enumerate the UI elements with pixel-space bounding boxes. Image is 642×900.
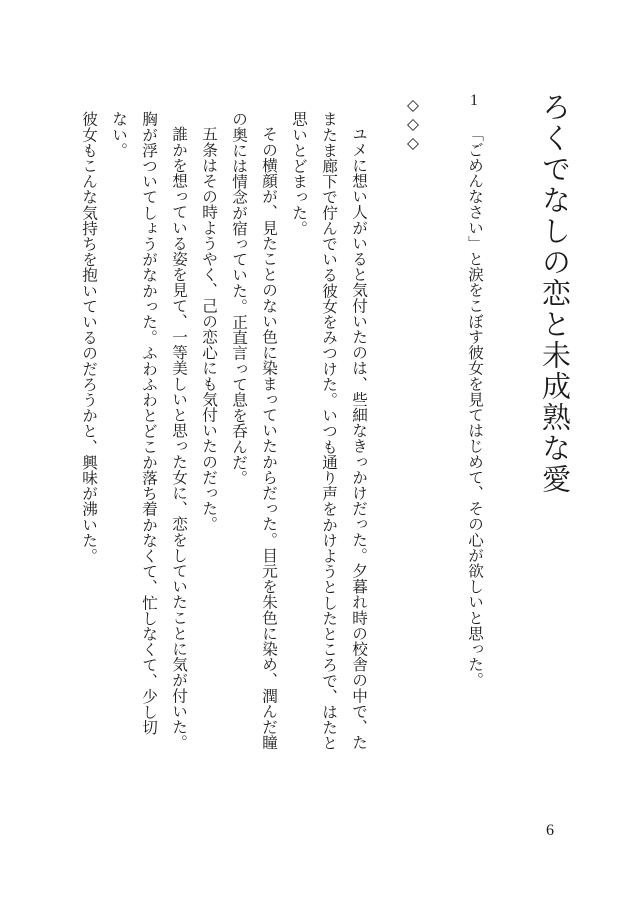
body-line: その横顔が、見たことのない色に染まっていたからだった。目元を朱色に染め、潤んだ瞳 [260, 126, 278, 750]
section-separator: ◇◇◇ [404, 96, 422, 153]
page-title: ろくでなしの恋と未成熟な愛 [538, 92, 572, 495]
body-line: 誰かを想っている姿を見て、一等美しいと思った女に、恋をしていたことに気が付いた。 [170, 126, 188, 750]
chapter-number: 1 [470, 92, 478, 109]
body-line: またま廊下で佇んでいる彼女をみつけた。いつも通り声をかけようとしたところで、はたと [320, 111, 338, 751]
body-line: の奥には情念が宿っていた。正直言って息を呑んだ。 [230, 111, 248, 486]
body-line: 「ごめんなさい」と涙をこぼす彼女を見てはじめて、その心が欲しいと思った。 [466, 126, 484, 688]
body-line: ない。 [110, 111, 128, 158]
body-line: 五条はその時ようやく、己の恋心にも気付いたのだった。 [200, 126, 218, 532]
body-line: 胸が浮ついてしょうがなかった。ふわふわとどこか落ち着かなくて、忙しなくて、少し切 [140, 111, 158, 735]
body-line: ユメに想い人がいると気付いたのは、些細なきっかけだった。夕暮れ時の校舎の中で、た [350, 126, 368, 750]
body-line: 彼女もこんな気持ちを抱いているのだろうかと、興味が沸いた。 [80, 111, 98, 564]
body-line: 思いとどまった。 [290, 111, 308, 236]
page-number: 6 [546, 822, 554, 839]
